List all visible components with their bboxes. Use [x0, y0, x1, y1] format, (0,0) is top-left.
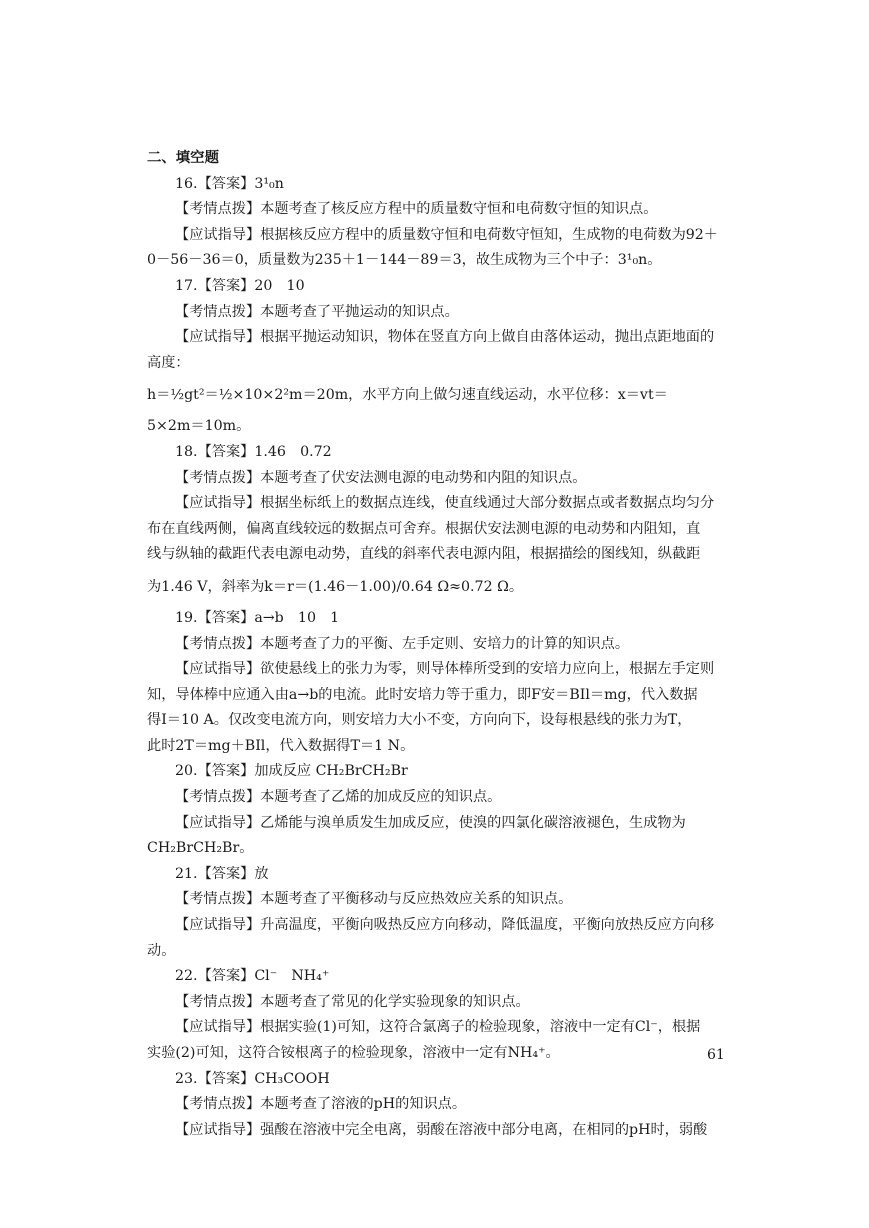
text-line: 22.【答案】Cl⁻ NH₄⁺	[175, 968, 330, 985]
formula-line: h＝½gt²＝½×10×2²m＝20m，水平方向上做匀速直线运动，水平位移：x＝vt＝	[147, 387, 668, 404]
text-line: 20.【答案】加成反应 CH₂BrCH₂Br	[175, 763, 408, 780]
text-line: 【考情点拨】本题考查了溶液的pH的知识点。	[175, 1096, 467, 1113]
text-line: 【考情点拨】本题考查了核反应方程中的质量数守恒和电荷数守恒的知识点。	[175, 201, 658, 218]
text-line: 【应试指导】根据平抛运动知识，物体在竖直方向上做自由落体运动，抛出点距地面的	[175, 329, 715, 346]
text-line: 【考情点拨】本题考查了乙烯的加成反应的知识点。	[175, 789, 502, 806]
text-line: 【应试指导】强酸在溶液中完全电离，弱酸在溶液中部分电离，在相同的pH时，弱酸	[175, 1121, 708, 1138]
text-line: 【考情点拨】本题考查了常见的化学实验现象的知识点。	[175, 993, 530, 1010]
text-line: 得I＝10 A。仅改变电流方向，则安培力大小不变，方向向下，设每根悬线的张力为T，	[147, 712, 692, 729]
formula-line: 为1.46 V，斜率为k＝r＝(1.46－1.00)/0.64 Ω≈0.72 Ω。	[147, 578, 524, 595]
text-line: 23.【答案】CH₃COOH	[175, 1070, 330, 1087]
text-line: 16.【答案】3¹₀n	[175, 175, 284, 192]
text-line: 【应试指导】欲使悬线上的张力为零，则导体棒所受到的安培力应向上，根据左手定则	[175, 661, 715, 678]
text-line: 【应试指导】根据坐标纸上的数据点连线，使直线通过大部分数据点或者数据点均匀分	[175, 495, 715, 512]
text-line: 动。	[147, 942, 176, 959]
answer-explanations	[147, 146, 737, 1143]
text-line: 【应试指导】乙烯能与溴单质发生加成反应，使溴的四氯化碳溶液褪色，生成物为	[175, 814, 686, 831]
text-line: 21.【答案】放	[175, 865, 269, 882]
text-line: 实验(2)可知，这符合铵根离子的检验现象，溶液中一定有NH₄⁺。	[147, 1045, 560, 1061]
page-number: 61	[707, 1047, 725, 1063]
text-line: 0－56－36＝0，质量数为235＋1－144－89＝3，故生成物为三个中子：3¹₀n。	[147, 252, 662, 269]
text-line: 【应试指导】根据核反应方程中的质量数守恒和电荷数守恒知，生成物的电荷数为92＋	[175, 226, 718, 243]
text-line: 【应试指导】升高温度，平衡向吸热反应方向移动，降低温度，平衡向放热反应方向移	[175, 917, 715, 934]
text-line: CH₂BrCH₂Br。	[147, 840, 254, 857]
section-title: 二、填空题	[147, 150, 219, 166]
text-line: 线与纵轴的截距代表电源电动势，直线的斜率代表电源内阻，根据描绘的图线知，纵截距	[147, 546, 701, 563]
text-line: 【考情点拨】本题考查了平衡移动与反应热效应关系的知识点。	[175, 891, 573, 908]
text-line: 【应试指导】根据实验(1)可知，这符合氯离子的检验现象，溶液中一定有Cl⁻，根据	[175, 1019, 701, 1036]
text-line: 此时2T＝mg＋BIl，代入数据得T＝1 N。	[147, 737, 415, 754]
text-line: 知，导体棒中应通入由a→b的电流。此时安培力等于重力，即F安＝BIl＝mg，代入数据	[147, 686, 698, 703]
text-line: 【考情点拨】本题考查了力的平衡、左手定则、安培力的计算的知识点。	[175, 635, 630, 652]
text-line: 18.【答案】1.46 0.72	[175, 443, 332, 460]
text-line: 5×2m＝10m。	[147, 418, 251, 435]
text-line: 17.【答案】20 10	[175, 277, 305, 294]
text-line: 高度：	[147, 354, 190, 371]
text-line: 19.【答案】a→b 10 1	[175, 609, 340, 626]
text-line: 布在直线两侧，偏离直线较远的数据点可舍弃。根据伏安法测电源的电动势和内阻知，直	[147, 520, 701, 537]
text-line: 【考情点拨】本题考查了伏安法测电源的电动势和内阻的知识点。	[175, 469, 587, 486]
text-line: 【考情点拨】本题考查了平抛运动的知识点。	[175, 303, 459, 320]
